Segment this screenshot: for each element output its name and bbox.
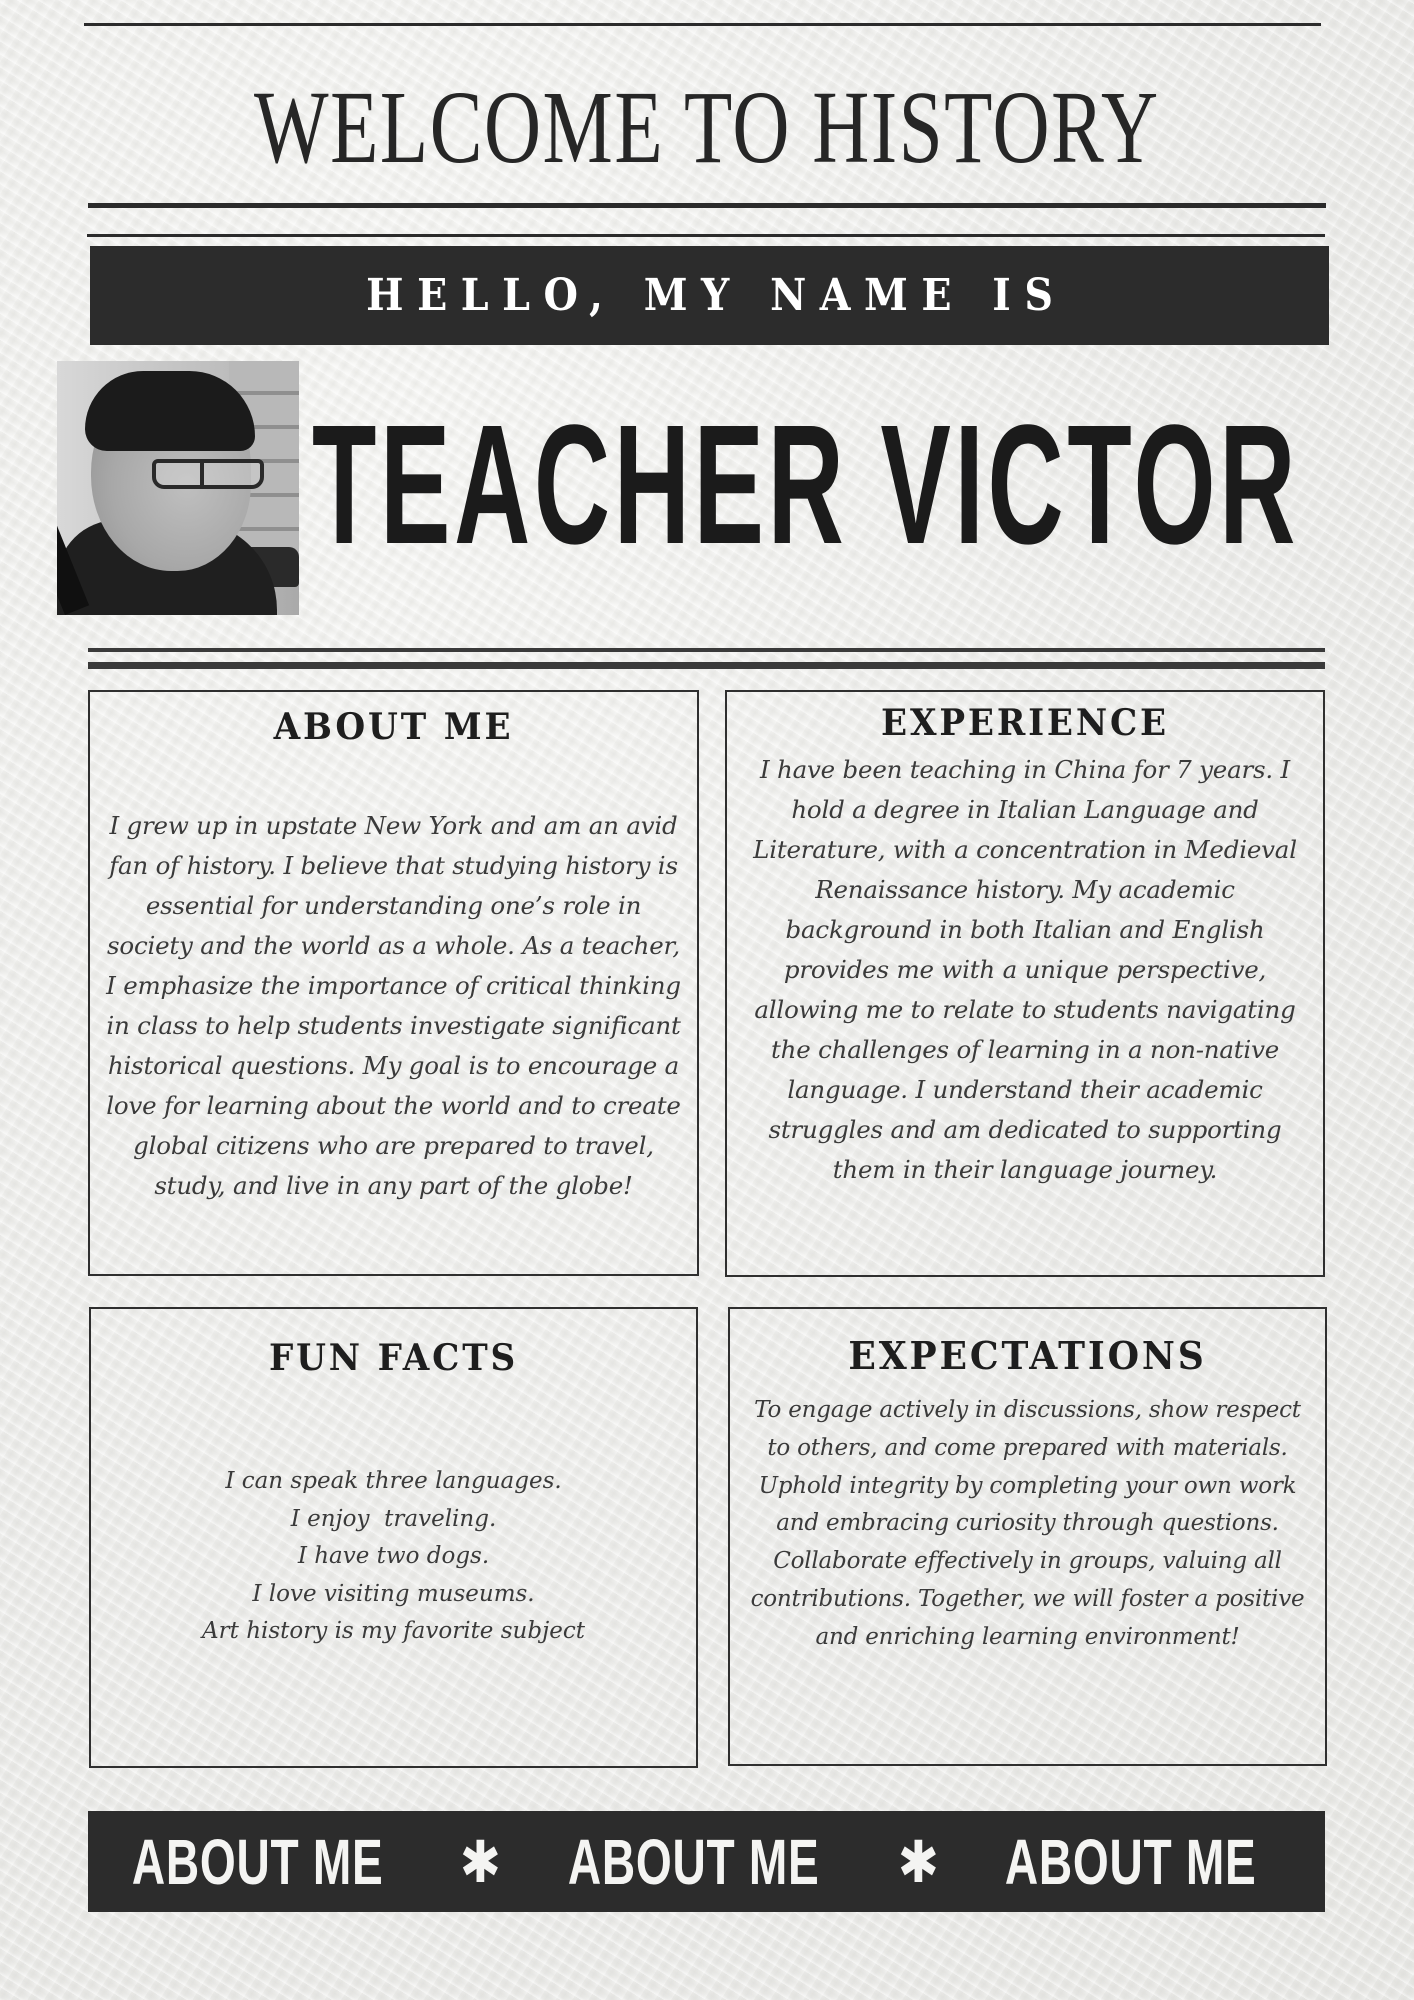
about-me-body: I grew up in upstate New York and am an avid fan of history. I believe that studying history is essential for understanding one’s role in society and the world as a whole. As a teacher, I emphasize the importance of critical thinking in class to help students investigate significant historical questions. My goal is to encourage a love for learning about the world and to create global citizens who are prepared to travel, study, and live in any part of the globe!: [106, 811, 681, 1200]
footer-item: [1005, 1811, 1257, 1912]
experience-section: [725, 690, 1325, 1277]
page-title: [0, 70, 1414, 185]
fun-fact-item: I love visiting museums.: [252, 1580, 535, 1607]
fun-facts-heading: FUN FACTS: [268, 1337, 519, 1379]
footer-label: ABOUT ME: [132, 1825, 384, 1898]
photo-glasses: [152, 459, 264, 489]
teacher-photo: [57, 361, 299, 615]
footer-label: ABOUT ME: [568, 1825, 820, 1898]
intro-banner-text: HELLO, MY NAME IS: [366, 270, 1067, 321]
footer-banner: [88, 1811, 1325, 1912]
fun-fact-item: I have two dogs.: [297, 1543, 490, 1569]
asterisk-icon-glyph: ✱: [897, 1827, 939, 1896]
teacher-name: [312, 390, 1300, 580]
fun-facts-list: [91, 1463, 696, 1651]
top-rule: [84, 23, 1321, 26]
footer-item: [132, 1811, 384, 1912]
asterisk-icon: [453, 1811, 507, 1912]
section-divider-thin: [88, 648, 1325, 652]
asterisk-icon: [891, 1811, 945, 1912]
about-me-heading: ABOUT ME: [273, 706, 514, 748]
page-title-text: WELCOME TO HISTORY: [254, 70, 1160, 185]
title-underline-thick: [88, 203, 1326, 208]
asterisk-icon-glyph: ✱: [459, 1827, 501, 1896]
fun-fact-item: I can speak three languages.: [225, 1468, 562, 1494]
expectations-heading: EXPECTATIONS: [848, 1333, 1207, 1378]
experience-heading: EXPERIENCE: [881, 702, 1169, 744]
footer-item: [568, 1811, 820, 1912]
fun-fact-item: I enjoy traveling.: [290, 1505, 497, 1532]
fun-fact-item: Art history is my favorite subject: [202, 1618, 585, 1644]
intro-banner: [90, 246, 1329, 345]
about-me-section: [88, 690, 699, 1276]
expectations-section: [728, 1307, 1327, 1766]
expectations-body: To engage actively in discussions, show respect to others, and come prepared with materials. Uphold integrity by completing your own work and embracing curiosity through questions. Collaborate effectively in groups, valuing all contributions. Together, we will foster a positive and enriching learning environment!: [750, 1397, 1305, 1650]
teacher-name-text: TEACHER VICTOR: [312, 390, 1300, 580]
title-underline-thin: [87, 234, 1325, 237]
fun-facts-section: [89, 1307, 698, 1768]
section-divider-thick: [88, 662, 1325, 669]
footer-label: ABOUT ME: [1005, 1825, 1257, 1898]
experience-body: I have been teaching in China for 7 years. I hold a degree in Italian Language and Literature, with a concentration in Medieval Renaissance history. My academic background in both Italian and English provides me with a unique perspective, allowing me to relate to students navigating the challenges of learning in a non-native language. I understand their academic struggles and am dedicated to supporting them in their language journey.: [753, 755, 1297, 1184]
